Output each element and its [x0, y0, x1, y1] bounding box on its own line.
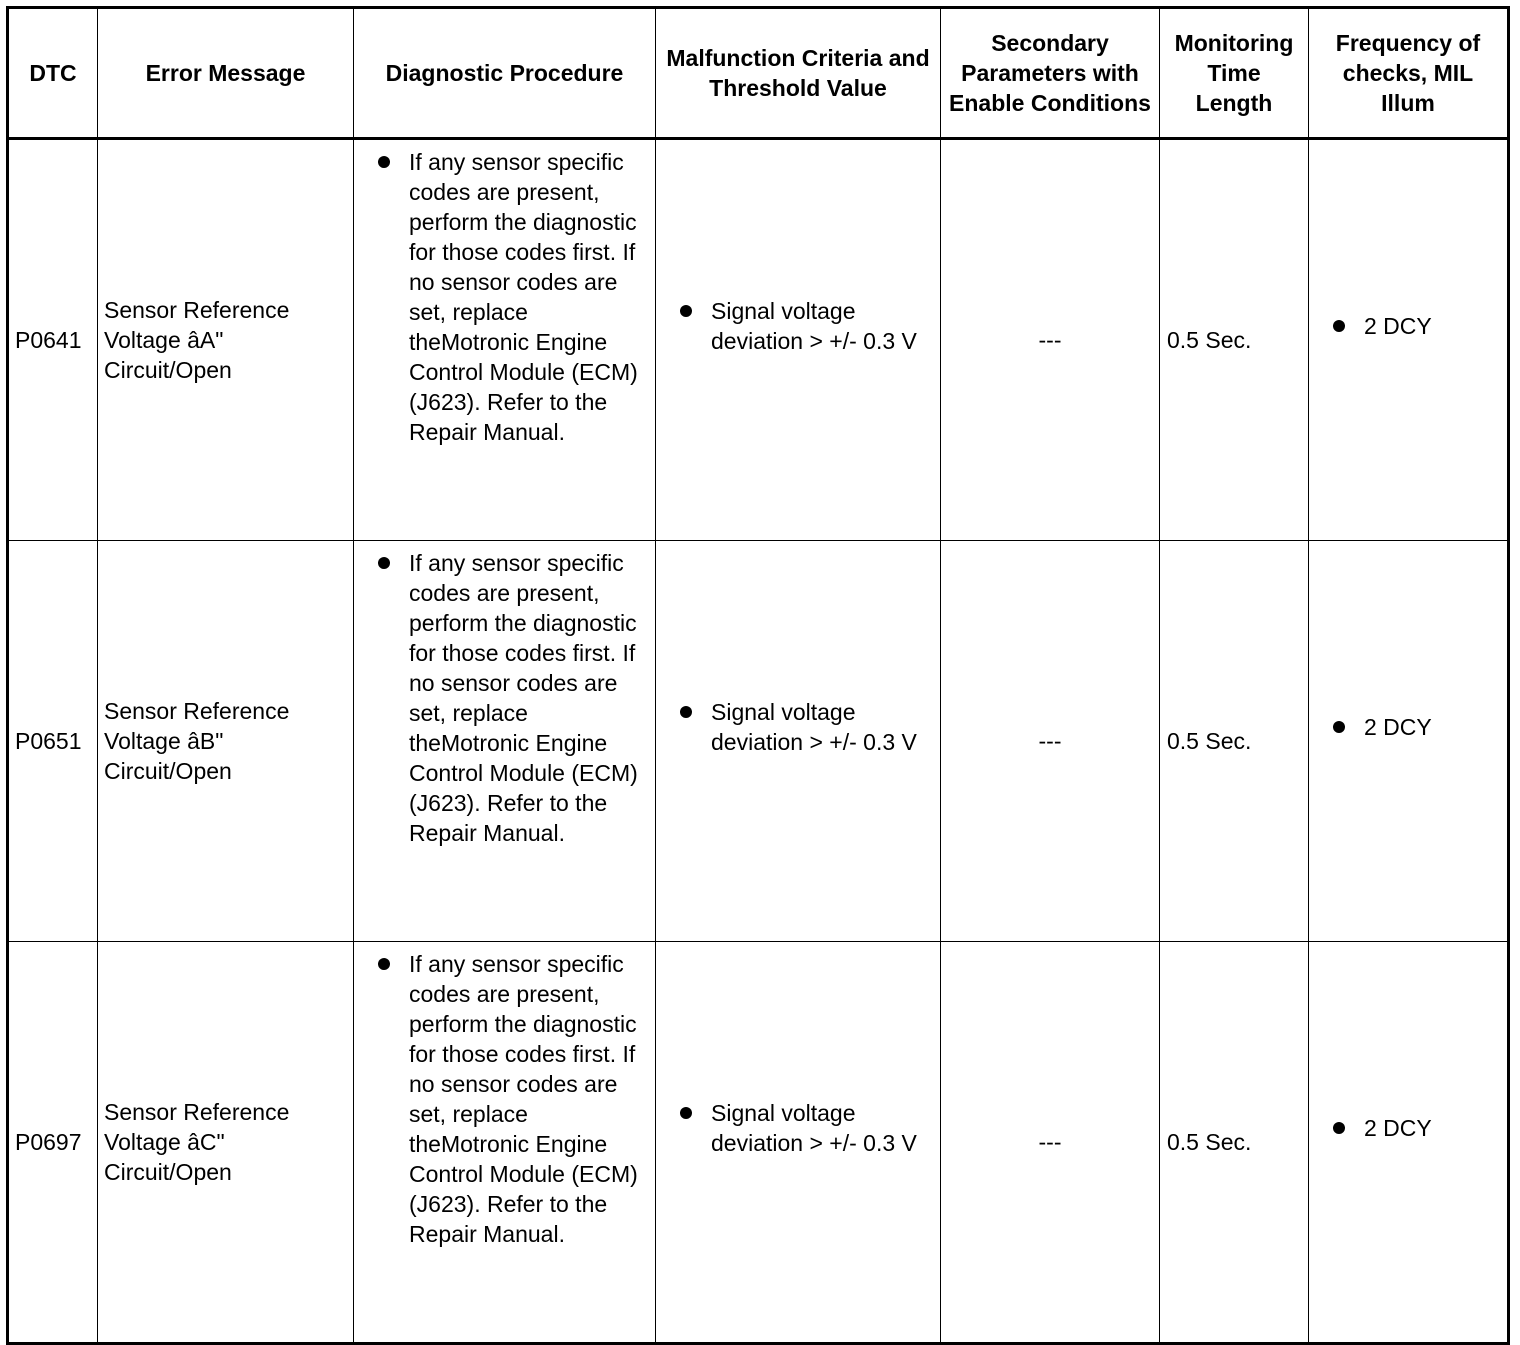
bullet-icon	[378, 557, 390, 569]
bullet-icon	[1333, 320, 1345, 332]
header-malfunction-criteria: Malfunction Criteria and Threshold Value	[656, 8, 941, 139]
monitoring-time: 0.5 Sec.	[1160, 942, 1309, 1344]
error-message: Sensor Reference Voltage âB" Circuit/Open	[98, 541, 354, 942]
frequency: 2 DCY	[1364, 313, 1432, 339]
bullet-icon	[1333, 721, 1345, 733]
header-frequency: Frequency of checks, MIL Illum	[1309, 8, 1509, 139]
monitoring-time: 0.5 Sec.	[1160, 139, 1309, 541]
frequency-cell	[1309, 541, 1509, 942]
malfunction-criteria: Signal voltage deviation > +/- 0.3 V	[711, 699, 917, 755]
malfunction-criteria-cell	[656, 139, 941, 541]
table-row	[8, 541, 1509, 942]
diagnostic-procedure-cell	[354, 139, 656, 541]
header-row	[8, 8, 1509, 139]
criteria-bullet-item	[656, 1098, 940, 1158]
header-error-message: Error Message	[98, 8, 354, 139]
procedure-bullet-item	[354, 147, 655, 447]
diagnostic-procedure: If any sensor specific codes are present, perform the diagnostic for those codes first. If no sensor codes are set, replace theMotronic Engine Control Module (ECM) (J623). Refer to the Repair Manual.	[409, 951, 638, 1247]
frequency-cell	[1309, 139, 1509, 541]
header-diagnostic-procedure: Diagnostic Procedure	[354, 8, 656, 139]
frequency-bullet-item	[1309, 311, 1507, 341]
dtc-code: P0641	[8, 139, 98, 541]
malfunction-criteria: Signal voltage deviation > +/- 0.3 V	[711, 298, 917, 354]
error-message: Sensor Reference Voltage âA" Circuit/Open	[98, 139, 354, 541]
table-header	[8, 8, 1509, 139]
procedure-bullet-item	[354, 949, 655, 1249]
dtc-code: P0651	[8, 541, 98, 942]
error-message: Sensor Reference Voltage âC" Circuit/Open	[98, 942, 354, 1344]
secondary-parameters: ---	[941, 942, 1160, 1344]
criteria-bullet-item	[656, 697, 940, 757]
frequency-bullet-item	[1309, 712, 1507, 742]
frequency-bullet-item	[1309, 1113, 1507, 1143]
header-dtc: DTC	[8, 8, 98, 139]
frequency-cell	[1309, 942, 1509, 1344]
frequency: 2 DCY	[1364, 1115, 1432, 1141]
table-row	[8, 139, 1509, 541]
dtc-code: P0697	[8, 942, 98, 1344]
header-monitoring-time: Monitoring Time Length	[1160, 8, 1309, 139]
bullet-icon	[378, 958, 390, 970]
diagnostic-procedure: If any sensor specific codes are present, perform the diagnostic for those codes first. If no sensor codes are set, replace theMotronic Engine Control Module (ECM) (J623). Refer to the Repair Manual.	[409, 550, 638, 846]
monitoring-time: 0.5 Sec.	[1160, 541, 1309, 942]
bullet-icon	[378, 156, 390, 168]
diagnostic-procedure: If any sensor specific codes are present, perform the diagnostic for those codes first. If no sensor codes are set, replace theMotronic Engine Control Module (ECM) (J623). Refer to the Repair Manual.	[409, 149, 638, 445]
secondary-parameters: ---	[941, 139, 1160, 541]
dtc-table	[6, 6, 1510, 1345]
bullet-icon	[680, 706, 692, 718]
header-secondary-parameters: Secondary Parameters with Enable Conditions	[941, 8, 1160, 139]
malfunction-criteria-cell	[656, 942, 941, 1344]
frequency: 2 DCY	[1364, 714, 1432, 740]
malfunction-criteria-cell	[656, 541, 941, 942]
table-row	[8, 942, 1509, 1344]
procedure-bullet-item	[354, 548, 655, 848]
secondary-parameters: ---	[941, 541, 1160, 942]
bullet-icon	[1333, 1122, 1345, 1134]
bullet-icon	[680, 1107, 692, 1119]
table-body	[8, 139, 1509, 1344]
criteria-bullet-item	[656, 296, 940, 356]
bullet-icon	[680, 305, 692, 317]
diagnostic-procedure-cell	[354, 942, 656, 1344]
malfunction-criteria: Signal voltage deviation > +/- 0.3 V	[711, 1100, 917, 1156]
diagnostic-procedure-cell	[354, 541, 656, 942]
